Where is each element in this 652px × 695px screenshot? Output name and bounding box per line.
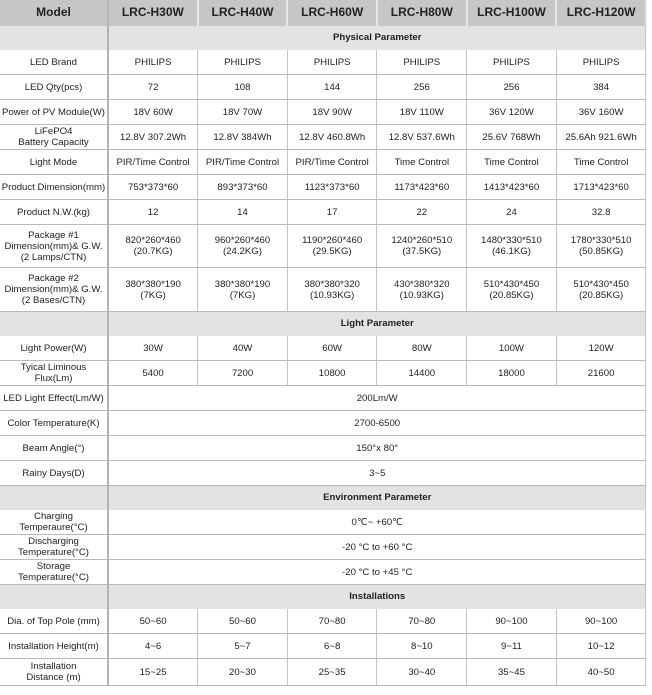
section-row-installations [0,585,646,609]
cell: 256 [377,75,467,100]
cell: 25.6V 768Wh [467,125,557,150]
row-label [0,361,108,386]
cell: 18V 70W [198,100,288,125]
cell: PHILIPS [198,50,288,75]
package-dimension: 1780*330*510 [570,235,632,246]
cell: PHILIPS [467,50,557,75]
model-column-header: LRC-H60W [287,0,377,26]
cell: 90~100 [467,609,557,634]
row-label: Beam Angle(°) [0,436,108,461]
package-dimension: 510*430*450 [483,278,540,290]
row-label: LED Light Effect(Lm/W) [0,386,108,411]
cell [108,225,198,268]
cell: 12.8V 537.6Wh [377,125,467,150]
cell: 80W [377,336,467,361]
table-row-package-1 [0,225,646,268]
cell: 35~45 [467,659,557,686]
cell: 1123*373*60 [287,175,377,200]
cell: 72 [108,75,198,100]
table-row [0,175,646,200]
package-weight: (24.2KG) [223,246,262,257]
package-weight: (7KG) [140,289,166,301]
table-row [0,100,646,125]
table-row-package-2 [0,268,646,312]
cell [377,268,467,312]
row-label [0,560,108,585]
cell: 40~50 [556,659,646,686]
row-label-line: Dimension(mm)& G.W. [4,284,103,295]
row-label: Color Temperature(K) [0,411,108,436]
table-row [0,336,646,361]
cell: 20~30 [198,659,288,686]
row-label: Product Dimension(mm) [0,175,108,200]
header-row [0,0,646,26]
cell [556,225,646,268]
shared-cell: -20 °C to +45 °C [108,560,646,585]
table-row [0,150,646,175]
table-row [0,510,646,535]
shared-cell: 0℃~ +60℃ [108,510,646,535]
package-dimension: 510*430*450 [573,278,629,290]
cell: 50~60 [198,609,288,634]
row-label-line: Tyical Liminous [20,362,87,373]
cell: 15~25 [108,659,198,686]
section-label-cell [0,312,108,336]
cell: 12 [108,200,198,225]
table-row [0,535,646,560]
row-label: Rainy Days(D) [0,461,108,486]
cell: 10~12 [556,634,646,659]
shared-cell: 150°x 80° [108,436,646,461]
cell: 144 [287,75,377,100]
cell: Time Control [556,150,646,175]
row-label: Light Power(W) [0,336,108,361]
cell [108,268,198,312]
cell: 18V 90W [287,100,377,125]
cell: 25.6Ah 921.6Wh [556,125,646,150]
model-column-header: LRC-H40W [198,0,288,26]
shared-cell: 200Lm/W [108,386,646,411]
cell: 18V 110W [377,100,467,125]
cell: 18000 [467,361,557,386]
cell: PHILIPS [108,50,198,75]
row-label-line: (2 Lamps/CTN) [20,251,87,263]
package-dimension: 380*380*320 [304,278,360,290]
section-title: Physical Parameter [108,26,646,50]
cell: 36V 120W [467,100,557,125]
row-label [0,659,108,686]
section-title: Light Parameter [108,312,646,336]
row-label-line: Battery Capacity [18,137,89,148]
cell: 40W [198,336,288,361]
row-label [0,125,108,150]
cell: 12.8V 384Wh [198,125,288,150]
section-row-environment [0,486,646,510]
section-row-physical [0,26,646,50]
table-row [0,436,646,461]
cell [287,268,377,312]
cell: PHILIPS [556,50,646,75]
section-label-cell [0,26,108,50]
table-row [0,411,646,436]
row-label-line: (2 Bases/CTN) [21,295,86,306]
cell [467,225,557,268]
cell: 25~35 [287,659,377,686]
package-weight: (10.93KG) [399,289,444,301]
cell [198,225,288,268]
cell: 5400 [108,361,198,386]
cell: 70~80 [287,609,377,634]
cell: Time Control [467,150,557,175]
cell: PIR/Time Control [108,150,198,175]
package-dimension: 380*380*190 [214,278,271,290]
row-label-line: Temperaure(°C) [19,522,88,533]
row-label-line: Temperature(°C) [17,547,89,558]
model-column-header: LRC-H80W [377,0,467,26]
row-label-line: Package #1 [28,229,79,241]
cell [556,268,646,312]
package-weight: (20.7KG) [133,246,173,257]
cell: 14400 [377,361,467,386]
row-label-line: Charging [34,511,73,522]
table-row [0,609,646,634]
cell: 1713*423*60 [556,175,646,200]
package-weight: (37.5KG) [402,246,442,257]
model-column-header: LRC-H120W [556,0,646,26]
package-weight: (46.1KG) [491,246,531,257]
section-row-light [0,312,646,336]
package-weight: (50.85KG) [578,246,624,257]
table-row [0,560,646,585]
row-label-line: Discharging [28,536,79,547]
cell: 17 [287,200,377,225]
cell [377,225,467,268]
model-column-header: LRC-H100W [467,0,557,26]
cell: 108 [198,75,288,100]
row-label [0,510,108,535]
package-weight: (20.85KG) [578,289,624,301]
table-row [0,386,646,411]
table-row [0,200,646,225]
cell: PHILIPS [377,50,467,75]
row-label: LED Brand [0,50,108,75]
cell: 36V 160W [556,100,646,125]
row-label-line: Installation [30,661,77,672]
row-label [0,268,108,312]
section-title: Installations [108,585,646,609]
cell: 70~80 [377,609,467,634]
package-dimension: 1190*260*460 [302,235,363,246]
shared-cell: -20 °C to +60 °C [108,535,646,560]
package-dimension: 1480*330*510 [481,235,542,246]
shared-cell: 2700-6500 [108,411,646,436]
cell: 1413*423*60 [467,175,557,200]
row-label-line: Dimension(mm)& G.W. [4,240,103,252]
table-row [0,659,646,686]
row-label-line: Storage [36,561,71,572]
table-row [0,125,646,150]
cell: 90~100 [556,609,646,634]
cell: 22 [377,200,467,225]
row-label-line: LiFePO4 [34,126,73,137]
cell: 18V 60W [108,100,198,125]
cell [287,225,377,268]
cell: 100W [467,336,557,361]
row-label: Power of PV Module(W) [0,100,108,125]
table-row [0,50,646,75]
cell: 7200 [198,361,288,386]
row-label-line: Package #2 [28,273,79,284]
cell: PHILIPS [287,50,377,75]
row-label: Dia. of Top Pole (mm) [0,609,108,634]
table-row [0,634,646,659]
cell: 60W [287,336,377,361]
cell: 753*373*60 [108,175,198,200]
package-dimension: 380*380*190 [125,278,181,290]
cell: 30W [108,336,198,361]
cell: 120W [556,336,646,361]
package-weight: (29.5KG) [312,246,352,257]
cell: 4~6 [108,634,198,659]
cell: 5~7 [198,634,288,659]
cell: 10800 [287,361,377,386]
cell: PIR/Time Control [198,150,288,175]
package-dimension: 820*260*460 [125,235,181,246]
row-label [0,225,108,268]
row-label-line: Flux(Lm) [34,373,73,384]
cell: 893*373*60 [198,175,288,200]
row-label: Light Mode [0,150,108,175]
package-dimension: 430*380*320 [394,278,450,290]
table-row [0,361,646,386]
cell: Time Control [377,150,467,175]
cell: 384 [556,75,646,100]
row-label: Installation Height(m) [0,634,108,659]
cell: 6~8 [287,634,377,659]
cell: 30~40 [377,659,467,686]
cell: 1173*423*60 [377,175,467,200]
cell: 12.8V 460.8Wh [287,125,377,150]
row-label [0,535,108,560]
package-dimension: 960*260*460 [214,235,271,246]
table-row [0,75,646,100]
cell: 12.8V 307.2Wh [108,125,198,150]
package-weight: (20.85KG) [489,289,534,301]
package-weight: (10.93KG) [310,289,355,301]
model-header: Model [0,0,108,26]
row-label-line: Temperature(°C) [17,572,89,583]
section-label-cell [0,585,108,609]
cell: 21600 [556,361,646,386]
section-title: Environment Parameter [108,486,646,510]
cell [198,268,288,312]
shared-cell: 3~5 [108,461,646,486]
cell: PIR/Time Control [287,150,377,175]
cell: 24 [467,200,557,225]
model-column-header: LRC-H30W [108,0,198,26]
row-label: LED Qty(pcs) [0,75,108,100]
cell: 50~60 [108,609,198,634]
row-label-line: Distance (m) [26,672,81,683]
table-row [0,461,646,486]
cell: 32.8 [556,200,646,225]
row-label: Product N.W.(kg) [0,200,108,225]
cell: 9~11 [467,634,557,659]
cell [467,268,557,312]
cell: 256 [467,75,557,100]
package-dimension: 1240*260*510 [391,235,453,246]
cell: 14 [198,200,288,225]
cell: 8~10 [377,634,467,659]
package-weight: (7KG) [229,289,256,301]
section-label-cell [0,486,108,510]
